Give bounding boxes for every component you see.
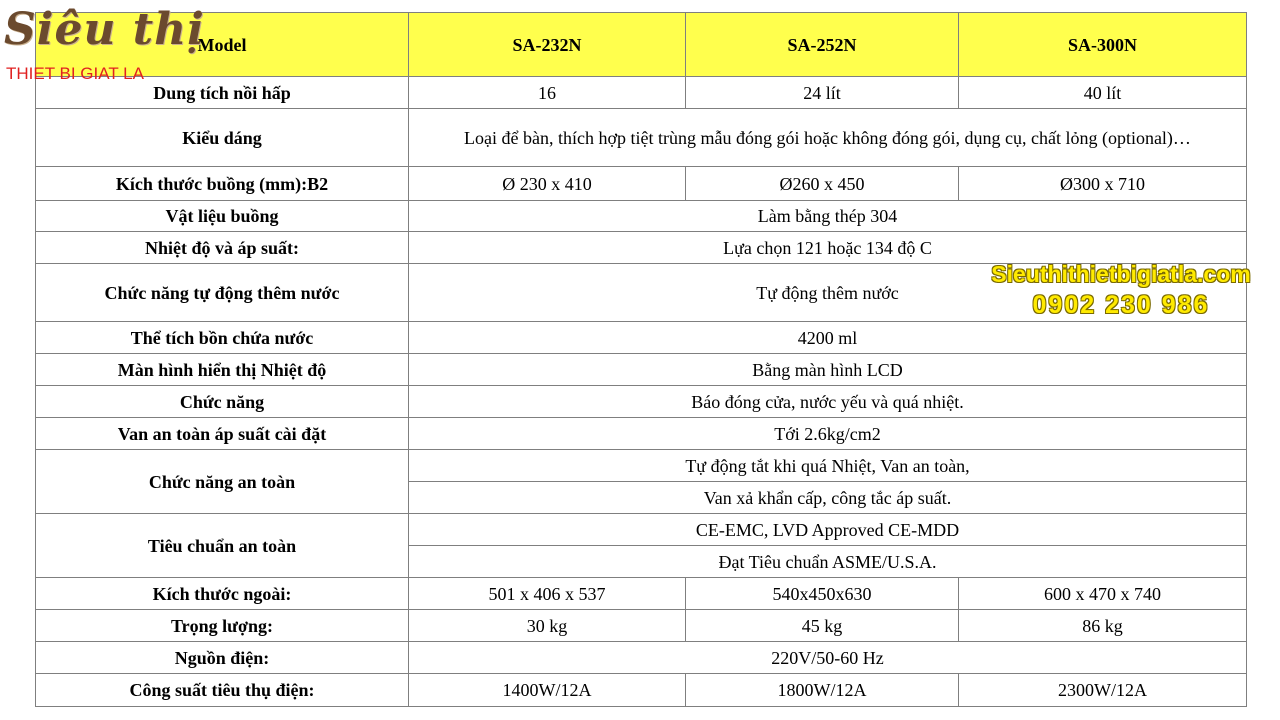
row-value: Van xả khẩn cấp, công tắc áp suất. (409, 482, 1247, 514)
store-logo (4, 4, 205, 84)
model-sa-300n: SA-300N (959, 13, 1247, 77)
row-value: 220V/50-60 Hz (409, 642, 1247, 674)
row-label: Nhiệt độ và áp suất: (36, 232, 409, 264)
row-label: Van an toàn áp suất cài đặt (36, 418, 409, 450)
row-value: Đạt Tiêu chuẩn ASME/U.S.A. (409, 546, 1247, 578)
row-value: Tới 2.6kg/cm2 (409, 418, 1247, 450)
row-value: 540x450x630 (686, 578, 959, 610)
watermark-phone: 0902 230 986 (1032, 291, 1210, 319)
row-value: Lựa chọn 121 hoặc 134 độ C (409, 232, 1247, 264)
row-temp-pressure (36, 232, 1247, 264)
logo-subtitle: THIET BI GIAT LA (6, 64, 144, 83)
row-tank-volume (36, 322, 1247, 354)
row-value: 501 x 406 x 537 (409, 578, 686, 610)
row-label: Dung tích nồi hấp (36, 77, 409, 109)
row-weight (36, 610, 1247, 642)
row-chamber-material (36, 201, 1247, 232)
row-value: Làm bằng thép 304 (409, 201, 1247, 232)
row-value: 1400W/12A (409, 674, 686, 707)
model-sa-232n: SA-232N (409, 13, 686, 77)
row-label: Kiểu dáng (36, 109, 409, 167)
row-outer-size (36, 578, 1247, 610)
row-label: Nguồn điện: (36, 642, 409, 674)
row-label: Công suất tiêu thụ điện: (36, 674, 409, 707)
row-value: 24 lít (686, 77, 959, 109)
row-value: Bằng màn hình LCD (409, 354, 1247, 386)
row-safety-valve (36, 418, 1247, 450)
row-value: 2300W/12A (959, 674, 1247, 707)
row-label: Thể tích bồn chứa nước (36, 322, 409, 354)
row-value: 600 x 470 x 740 (959, 578, 1247, 610)
row-power-source (36, 642, 1247, 674)
row-label: Chức năng (36, 386, 409, 418)
row-value: Ø260 x 450 (686, 167, 959, 201)
row-label: Kích thước buồng (mm):B2 (36, 167, 409, 201)
row-capacity (36, 77, 1247, 109)
row-power-consumption (36, 674, 1247, 707)
header-row (36, 13, 1247, 77)
row-value: 40 lít (959, 77, 1247, 109)
row-value: Tự động thêm nước (409, 264, 1247, 322)
row-value: 45 kg (686, 610, 959, 642)
row-chamber-size (36, 167, 1247, 201)
watermark-website: Sieuthithietbigiatla.com (991, 261, 1251, 287)
row-value: 16 (409, 77, 686, 109)
row-value: Ø 230 x 410 (409, 167, 686, 201)
row-value: 1800W/12A (686, 674, 959, 707)
row-style (36, 109, 1247, 167)
row-label: Chức năng an toàn (36, 450, 409, 514)
logo-script-text: Siêu thị (4, 4, 205, 55)
row-value: Báo đóng cửa, nước yếu và quá nhiệt. (409, 386, 1247, 418)
row-value: 86 kg (959, 610, 1247, 642)
row-label: Trọng lượng: (36, 610, 409, 642)
contact-watermark (965, 260, 1277, 322)
row-temp-display (36, 354, 1247, 386)
spec-table (35, 12, 1247, 707)
row-value: Tự động tắt khi quá Nhiệt, Van an toàn, (409, 450, 1247, 482)
row-label: Kích thước ngoài: (36, 578, 409, 610)
row-label: Màn hình hiển thị Nhiệt độ (36, 354, 409, 386)
row-safety-function (36, 450, 1247, 482)
row-value: CE-EMC, LVD Approved CE-MDD (409, 514, 1247, 546)
header-label: Model (36, 13, 409, 77)
model-sa-252n: SA-252N (686, 13, 959, 77)
row-label: Chức năng tự động thêm nước (36, 264, 409, 322)
row-label: Vật liệu buồng (36, 201, 409, 232)
row-value: Ø300 x 710 (959, 167, 1247, 201)
row-value: Loại để bàn, thích hợp tiệt trùng mẫu đóng gói hoặc không đóng gói, dụng cụ, chất lỏng (optional)… (409, 109, 1247, 167)
row-value: 4200 ml (409, 322, 1247, 354)
row-function (36, 386, 1247, 418)
row-label: Tiêu chuẩn an toàn (36, 514, 409, 578)
row-value: 30 kg (409, 610, 686, 642)
row-safety-standard (36, 514, 1247, 546)
